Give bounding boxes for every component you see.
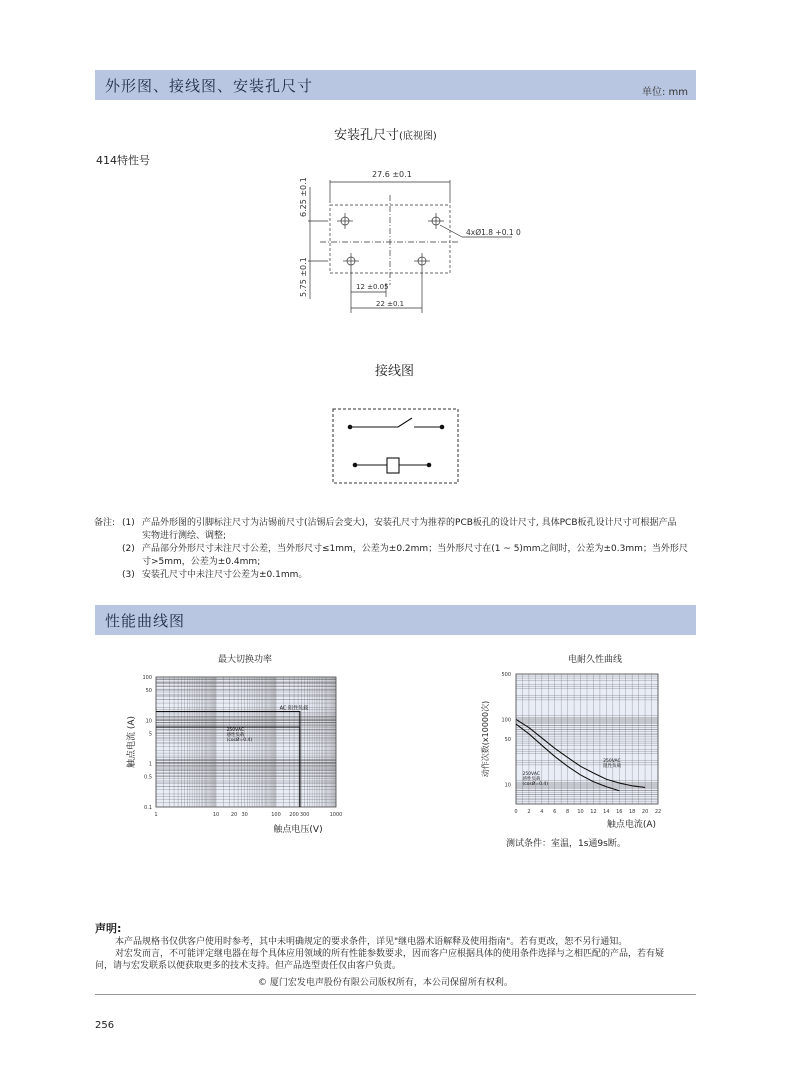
mount-title-note: (底视图) [399,131,437,142]
annotation: 感性负载 [522,776,541,782]
annotation: 阻性负载 [603,764,622,770]
chart-electrical-endurance [478,650,668,840]
note-num: (2) [122,544,135,554]
y-axis-label: 动作次数(x10000次) [481,700,490,778]
y-tick-label: 0.5 [144,774,152,781]
section-header-dimensions [95,70,696,100]
x-axis-label: 触点电流(A) [606,820,656,830]
chart-max-switching-power [120,650,350,840]
declaration-line: 本产品规格书仅供客户使用时参考，其中未明确规定的要求条件，详见"继电器术语解释及使用指南"。若有更改，恕不另行通知。 [115,937,628,947]
note-2 [94,543,704,556]
wiring-diagram [330,405,462,487]
chart-title: 最大切换功率 [218,655,273,665]
y-tick-label: 500 [501,672,511,678]
x-tick-label: 20 [641,809,649,815]
annotation: 250VAC [603,759,621,765]
x-tick-label: 16 [616,809,623,815]
note-text: 产品部分外形尺寸未注尺寸公差，当外形尺寸≤1mm，公差为±0.2mm；当外形尺寸在(1 ~ 5)mm之间时，公差为±0.3mm；当外形尺 [142,544,688,554]
x-tick-label: 2 [527,809,531,815]
x-tick-label: 20 [230,812,238,818]
x-tick-label: 22 [654,809,662,815]
x-tick-label: 10 [212,812,220,818]
note-text-cont: 实物进行测绘、调整; [142,531,227,541]
annotation: 250VAC [522,771,540,777]
annotation: 感性负载 [226,733,245,739]
y-tick-label: 5 [148,731,152,738]
hole-dim: 4xØ1.8 +0.1 0 [466,228,521,237]
annotation: AC 阻性负载 [279,705,309,712]
annotation: (cosØ=0.4) [226,738,253,744]
unit-label: 单位: mm [641,87,688,98]
x-tick-label: 6 [553,809,557,815]
variant-label: 414特性号 [96,154,150,167]
x-tick-label: 0 [514,809,518,815]
mount-drawing [290,165,530,315]
notes [94,517,704,582]
y-tick-label: 50 [145,688,152,695]
mount-title-text: 安装孔尺寸 [334,128,400,143]
dim-bottom: 22 ±0.1 [376,300,405,308]
dim-mid: 12 ±0.05 [356,283,389,291]
x-tick-label: 1000 [329,812,343,818]
x-tick-label: 4 [540,809,544,815]
y-tick-label: 1 [148,761,152,768]
test-condition: 测试条件：室温，1s通9s断。 [506,839,626,849]
dim-left-bottom: 5.75 ±0.1 [299,257,308,297]
x-tick-label: 300 [299,812,310,818]
y-tick-label: 100 [142,675,152,681]
chart-title: 电耐久性曲线 [567,655,623,665]
note-text-cont: 寸>5mm，公差为±0.4mm; [142,557,261,567]
note-1 [94,517,704,530]
note-num: (1) [122,518,135,528]
y-tick-label: 50 [504,737,511,743]
x-tick-label: 30 [241,812,248,818]
annotation: (cosØ=0.4) [522,781,549,787]
section-title: 外形图、接线图、安装孔尺寸 [105,77,314,95]
note-text: 产品外形图的引脚标注尺寸为沾锡前尺寸(沾锡后会变大)，安装孔尺寸为推荐的PCB板孔的设计尺寸, 具体PCB板孔设计尺寸可根据产品 [142,518,677,528]
x-tick-label: 100 [271,812,281,818]
x-tick-label: 18 [628,809,636,815]
note-text: 安装孔尺寸中未注尺寸公差为±0.1mm。 [142,570,308,580]
y-tick-label: 0.1 [144,805,152,811]
x-tick-label: 12 [590,809,597,815]
x-tick-label: 14 [603,809,610,815]
dim-left-top: 6.25 ±0.1 [299,177,308,217]
page-number: 256 [95,1020,115,1031]
x-tick-label: 200 [289,812,299,818]
section-title: 性能曲线图 [105,612,186,630]
note-3 [94,569,704,582]
x-tick-label: 8 [566,809,570,815]
notes-prefix: 备注: [94,518,116,528]
x-tick-label: 1 [154,812,158,818]
section-header-curves [95,605,696,635]
x-axis-label: 触点电压(V) [273,825,323,835]
mount-title [334,124,437,143]
y-tick-label: 100 [501,717,511,724]
annotation: 250VAC [226,728,245,734]
dim-top: 27.6 ±0.1 [372,170,412,179]
note-num: (3) [122,570,135,580]
wiring-title: 接线图 [375,364,415,379]
divider [95,994,696,995]
declaration-line: 问，请与宏发联系以便获取更多的技术支持。但产品选型责任仅由客户负责。 [95,961,402,971]
y-tick-label: 10 [504,782,511,789]
y-tick-label: 10 [145,718,152,725]
copyright: © 厦门宏发电声股份有限公司版权所有，本公司保留所有权利。 [258,978,513,988]
declaration-line: 对宏发而言，不可能评定继电器在每个具体应用领域的所有性能参数要求，因而客户应根据具体的使用条件选择与之相匹配的产品，若有疑 [115,949,665,959]
declaration-title: 声明: [95,922,122,935]
x-tick-label: 10 [577,809,584,815]
y-axis-label: 触点电流 (A) [127,715,137,769]
declaration-body [95,936,700,972]
